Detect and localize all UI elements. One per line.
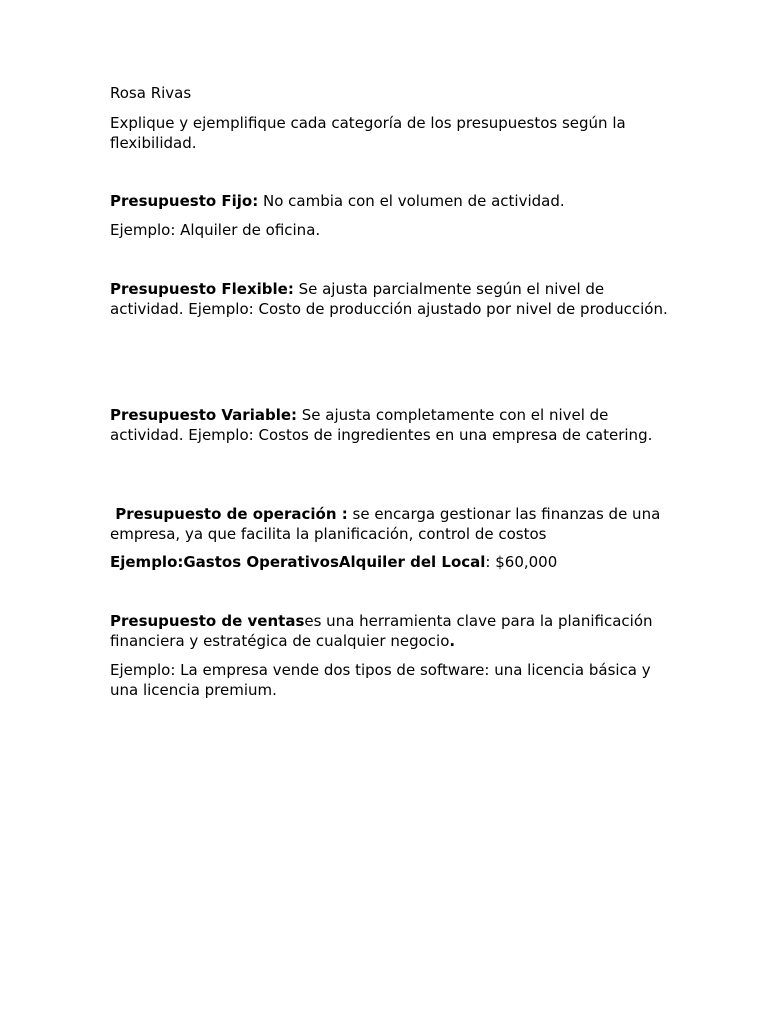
sales-budget-term: Presupuesto de ventas (110, 612, 305, 630)
flexible-budget-paragraph (110, 280, 670, 319)
fixed-budget-text: No cambia con el volumen de actividad. (258, 192, 565, 210)
operating-budget-paragraph (110, 505, 670, 544)
sales-budget-period: . (449, 631, 456, 650)
sales-budget-paragraph (110, 612, 670, 651)
operating-budget-example-term: Ejemplo:Gastos OperativosAlquiler del Local (110, 553, 486, 571)
flexible-budget-text: Se ajusta parcialmente según el nivel de actividad. Ejemplo: Costo de producción ajustado por nivel de producción. (110, 280, 668, 318)
fixed-budget-paragraph (110, 192, 670, 212)
operating-budget-text: se encarga gestionar las finanzas de una empresa, ya que facilita la planificación, control de costos (110, 505, 666, 543)
operating-budget-example (110, 553, 670, 573)
operating-budget-example-value: : $60,000 (485, 553, 558, 571)
variable-budget-term: Presupuesto Variable: (110, 406, 298, 424)
fixed-budget-example: Ejemplo: Alquiler de oficina. (110, 221, 321, 239)
sales-budget-text: es una herramienta clave para la planificación financiera y estratégica de cualquier negocio (110, 612, 653, 650)
fixed-budget-term: Presupuesto Fijo: (110, 192, 259, 210)
operating-budget-term: Presupuesto de operación : (110, 505, 348, 523)
flexible-budget-term: Presupuesto Flexible: (110, 280, 294, 298)
variable-budget-text: Se ajusta completamente con el nivel de actividad. Ejemplo: Costos de ingredientes en una empresa de catering. (110, 406, 653, 444)
variable-budget-paragraph (110, 406, 670, 445)
question-text: Explique y ejemplifique cada categoría de los presupuestos según la flexibilidad. (110, 114, 626, 152)
sales-budget-example: Ejemplo: La empresa vende dos tipos de software: una licencia básica y una licencia premium. (110, 661, 651, 699)
author-name: Rosa Rivas (110, 84, 192, 102)
